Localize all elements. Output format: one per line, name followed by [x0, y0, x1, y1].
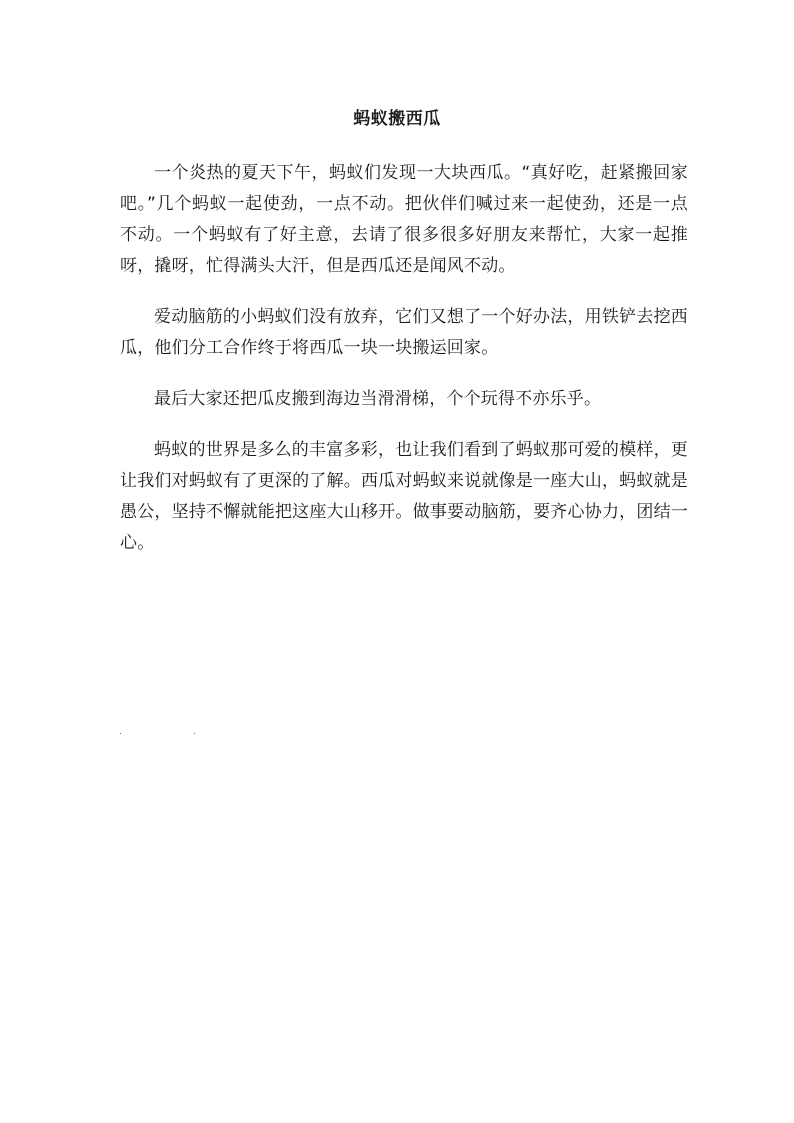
stray-marks	[120, 733, 200, 737]
paragraph-4: 蚂蚁的世界是多么的丰富多彩，也让我们看到了蚂蚁那可爱的模样，更让我们对蚂蚁有了更深的了解。西瓜对蚂蚁来说就像是一座大山，蚂蚁就是愚公，坚持不懈就能把这座大山移开。做事要动脑筋，要齐心协力，团结一心。	[120, 440, 688, 553]
document-body	[120, 158, 688, 579]
stray-dot	[194, 733, 195, 734]
paragraph-1: 一个炎热的夏天下午，蚂蚁们发现一大块西瓜。“真好吃，赶紧搬回家吧。”几个蚂蚁一起使劲，一点不动。把伙伴们喊过来一起使劲，还是一点不动。一个蚂蚁有了好主意，去请了很多很多好朋友来帮忙，大家一起推呀，撬呀，忙得满头大汗，但是西瓜还是闻风不动。	[120, 163, 688, 276]
paragraph-2: 爱动脑筋的小蚂蚁们没有放弃，它们又想了一个好办法，用铁铲去挖西瓜，他们分工合作终于将西瓜一块一块搬运回家。	[120, 307, 688, 358]
paragraph-3: 最后大家还把瓜皮搬到海边当滑滑梯，个个玩得不亦乐乎。	[154, 389, 602, 409]
stray-dot	[120, 733, 121, 734]
document-title: 蚂蚁搬西瓜	[353, 109, 441, 129]
